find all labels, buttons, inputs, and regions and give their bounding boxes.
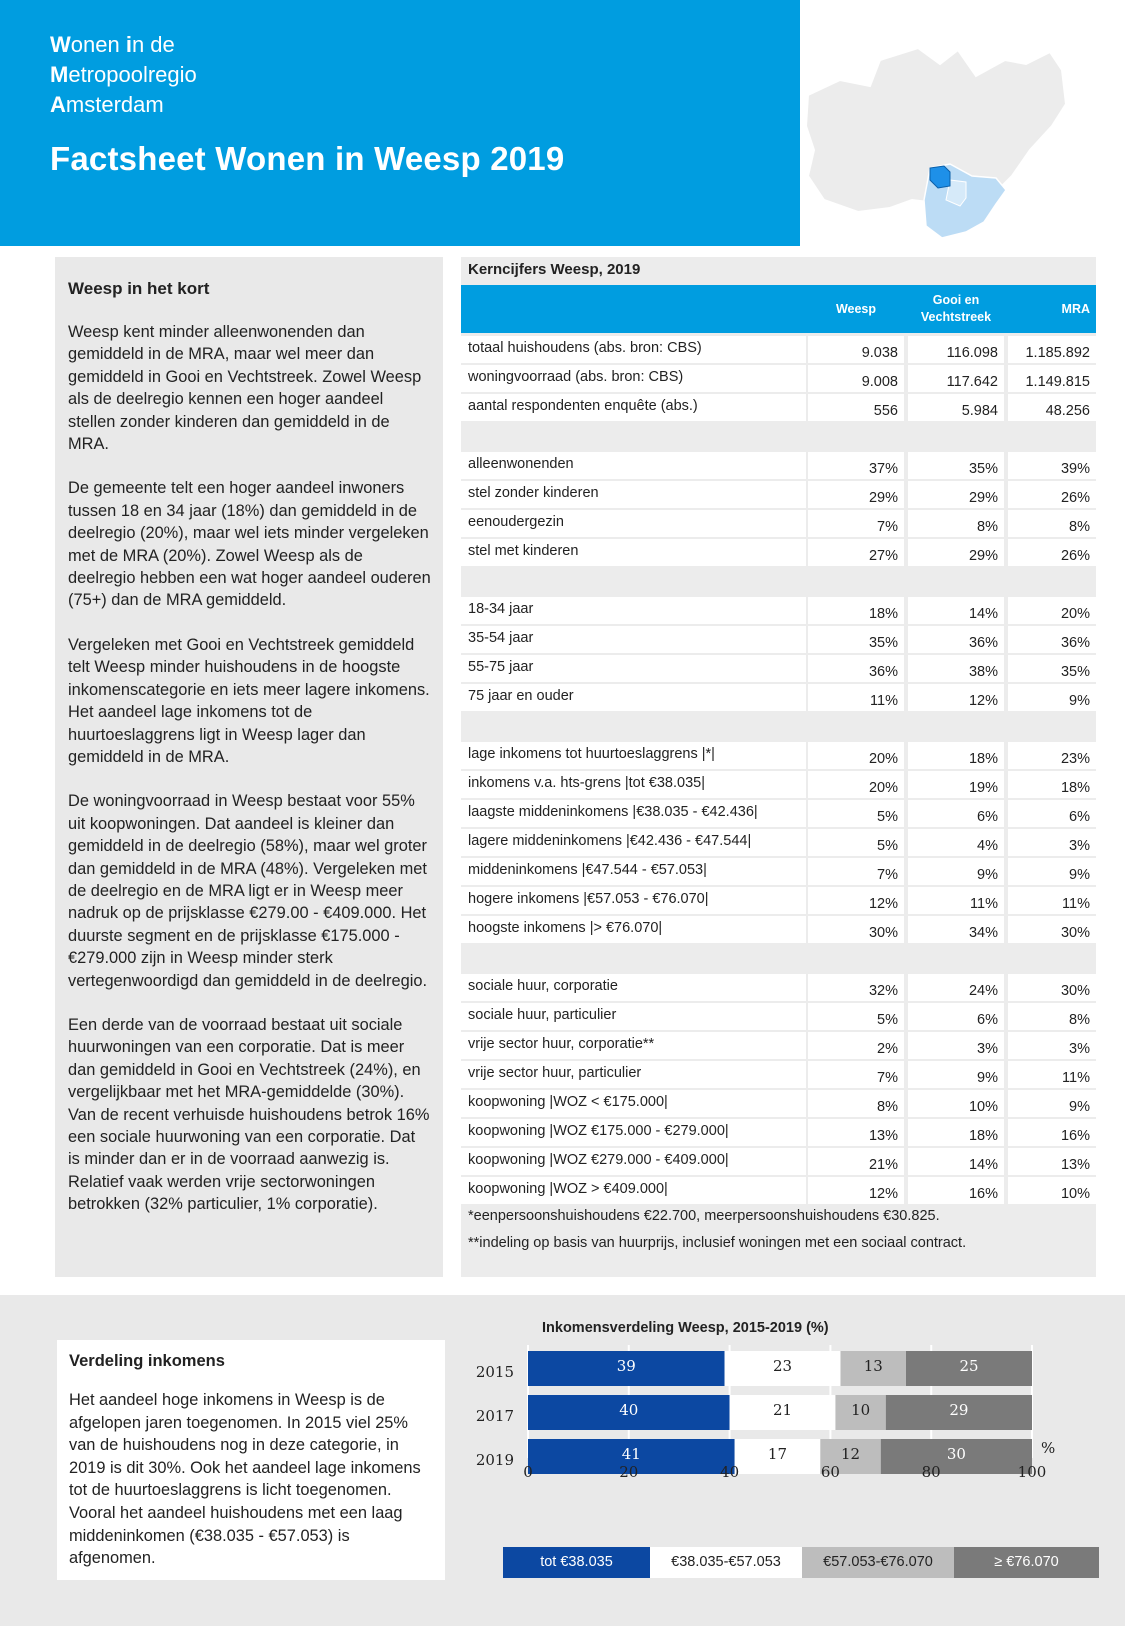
key-figures-title: Kerncijfers Weesp, 2019 bbox=[468, 261, 641, 278]
row-value: 9% bbox=[908, 858, 1004, 885]
row-value: 5% bbox=[808, 829, 904, 856]
row-value: 20% bbox=[1008, 597, 1096, 624]
row-label: middeninkomens |€47.544 - €57.053| bbox=[461, 858, 806, 885]
table-row bbox=[461, 1177, 1096, 1204]
row-value: 116.098 bbox=[908, 336, 1004, 363]
row-value: 18% bbox=[908, 742, 1004, 769]
row-value: 11% bbox=[1008, 887, 1096, 914]
row-value: 26% bbox=[1008, 539, 1096, 566]
row-value: 9% bbox=[908, 1061, 1004, 1088]
brand-line-2: Metropoolregio bbox=[50, 62, 197, 87]
table-row bbox=[461, 365, 1096, 392]
row-value: 27% bbox=[808, 539, 904, 566]
brand-line-1: Wonen in de bbox=[50, 32, 175, 57]
footnote: *eenpersoonshuishoudens €22.700, meerpersoonshuishoudens €30.825. bbox=[468, 1208, 940, 1224]
row-value: 30% bbox=[808, 916, 904, 943]
row-label: alleenwonenden bbox=[461, 452, 806, 479]
header-banner bbox=[0, 0, 800, 246]
row-label: lage inkomens tot huurtoeslaggrens |*| bbox=[461, 742, 806, 769]
row-value: 13% bbox=[808, 1119, 904, 1146]
row-value: 9% bbox=[1008, 858, 1096, 885]
x-tick-label: 20 bbox=[619, 1463, 639, 1481]
row-label: sociale huur, corporatie bbox=[461, 974, 806, 1001]
row-value: 24% bbox=[908, 974, 1004, 1001]
x-unit-label: % bbox=[1041, 1439, 1056, 1457]
row-value: 4% bbox=[908, 829, 1004, 856]
row-value: 11% bbox=[808, 684, 904, 711]
row-value: 39% bbox=[1008, 452, 1096, 479]
row-value: 20% bbox=[808, 771, 904, 798]
data-label: 40 bbox=[619, 1401, 639, 1419]
page-title: Factsheet Wonen in Weesp 2019 bbox=[50, 140, 565, 177]
brand-line-3: Amsterdam bbox=[50, 92, 164, 117]
row-value: 3% bbox=[1008, 1032, 1096, 1059]
intro-paragraph: Vergeleken met Gooi en Vechtstreek gemiddeld telt Weesp minder huishoudens in de hoogste inkomenscategorie en iets meer lagere inkomens. Het aandeel lage inkomens tot de huurtoeslaggrens ligt in Weesp lager dan gemiddeld in de MRA. bbox=[68, 635, 430, 766]
row-value: 14% bbox=[908, 1148, 1004, 1175]
row-value: 13% bbox=[1008, 1148, 1096, 1175]
table-row bbox=[461, 1090, 1096, 1117]
x-tick-label: 100 bbox=[1017, 1463, 1047, 1481]
legend-item: €38.035-€57.053 bbox=[650, 1547, 802, 1578]
row-label: sociale huur, particulier bbox=[461, 1003, 806, 1030]
x-tick-label: 40 bbox=[720, 1463, 740, 1481]
row-value: 32% bbox=[808, 974, 904, 1001]
row-value: 29% bbox=[908, 481, 1004, 508]
row-value: 35% bbox=[808, 626, 904, 653]
income-bar-chart bbox=[475, 1345, 1090, 1555]
table-row bbox=[461, 858, 1096, 885]
x-tick-label: 80 bbox=[921, 1463, 941, 1481]
row-label: aantal respondenten enquête (abs.) bbox=[461, 394, 806, 421]
row-value: 29% bbox=[808, 481, 904, 508]
income-distribution-box bbox=[57, 1340, 445, 1580]
chart-legend bbox=[503, 1547, 1099, 1578]
row-value: 7% bbox=[808, 510, 904, 537]
row-label: lagere middeninkomens |€42.436 - €47.544| bbox=[461, 829, 806, 856]
row-label: koopwoning |WOZ < €175.000| bbox=[461, 1090, 806, 1117]
row-value: 20% bbox=[808, 742, 904, 769]
table-row bbox=[461, 1032, 1096, 1059]
row-value: 26% bbox=[1008, 481, 1096, 508]
footnote: **indeling op basis van huurprijs, inclusief woningen met een sociaal contract. bbox=[468, 1235, 967, 1251]
table-row bbox=[461, 626, 1096, 653]
row-value: 9% bbox=[1008, 684, 1096, 711]
row-value: 9.038 bbox=[808, 336, 904, 363]
region-map-icon bbox=[800, 0, 1125, 246]
row-value: 12% bbox=[808, 887, 904, 914]
legend-item: ≥ €76.070 bbox=[954, 1547, 1099, 1578]
data-label: 12 bbox=[841, 1445, 861, 1463]
row-label: stel zonder kinderen bbox=[461, 481, 806, 508]
row-value: 35% bbox=[1008, 655, 1096, 682]
intro-heading: Weesp in het kort bbox=[68, 279, 210, 298]
row-value: 35% bbox=[908, 452, 1004, 479]
row-value: 38% bbox=[908, 655, 1004, 682]
table-header bbox=[461, 285, 1096, 333]
table-row bbox=[461, 394, 1096, 421]
row-label: 35-54 jaar bbox=[461, 626, 806, 653]
table-row bbox=[461, 336, 1096, 363]
row-label: 75 jaar en ouder bbox=[461, 684, 806, 711]
row-value: 7% bbox=[808, 1061, 904, 1088]
data-label: 21 bbox=[772, 1401, 793, 1419]
row-label: vrije sector huur, corporatie** bbox=[461, 1032, 806, 1059]
table-row bbox=[461, 684, 1096, 711]
row-value: 23% bbox=[1008, 742, 1096, 769]
table-row bbox=[461, 829, 1096, 856]
column-header-weesp: Weesp bbox=[835, 301, 877, 316]
row-label: woningvoorraad (abs. bron: CBS) bbox=[461, 365, 806, 392]
row-value: 6% bbox=[1008, 800, 1096, 827]
row-label: koopwoning |WOZ €175.000 - €279.000| bbox=[461, 1119, 806, 1146]
table-row bbox=[461, 510, 1096, 537]
row-label: laagste middeninkomens |€38.035 - €42.436| bbox=[461, 800, 806, 827]
row-value: 30% bbox=[1008, 916, 1096, 943]
data-label: 23 bbox=[772, 1357, 793, 1375]
row-value: 36% bbox=[908, 626, 1004, 653]
row-value: 37% bbox=[808, 452, 904, 479]
table-row bbox=[461, 481, 1096, 508]
row-value: 7% bbox=[808, 858, 904, 885]
row-value: 34% bbox=[908, 916, 1004, 943]
category-label: 2015 bbox=[475, 1363, 514, 1381]
intro-paragraph: De gemeente telt een hoger aandeel inwoners tussen 18 en 34 jaar (18%) dan gemiddeld in de deelregio (20%), maar wel iets minder vergeleken met de MRA (20%). Zowel Weesp als de deelregio hebben een wat hoger aandeel ouderen (75+) dan de MRA gemiddeld. bbox=[68, 479, 431, 610]
row-value: 18% bbox=[1008, 771, 1096, 798]
table-row bbox=[461, 974, 1096, 1001]
row-value: 16% bbox=[908, 1177, 1004, 1204]
row-value: 8% bbox=[808, 1090, 904, 1117]
table-row bbox=[461, 916, 1096, 943]
row-value: 14% bbox=[908, 597, 1004, 624]
table-row bbox=[461, 452, 1096, 479]
row-value: 36% bbox=[808, 655, 904, 682]
x-tick-label: 0 bbox=[523, 1463, 533, 1481]
intro-paragraph: Weesp kent minder alleenwonenden dan gemiddeld in de MRA, maar wel meer dan gemiddeld in Gooi en Vechtstreek. Zowel Weesp als de deelregio kennen een hoger aandeel stellen zonder kinderen dan gemiddeld in de MRA. bbox=[68, 323, 422, 454]
row-value: 19% bbox=[908, 771, 1004, 798]
intro-paragraph: De woningvoorraad in Weesp bestaat voor 55% uit koopwoningen. Dat aandeel is kleiner dan gemiddeld in de deelregio (58%), maar wel groter dan gemiddeld in de MRA (48%). Vergeleken met de deelregio en de MRA ligt er in Weesp meer nadruk op de prijsklasse €279.00 - €409.000. Het duurste segment en de prijsklasse €175.000 - €279.000 zijn in Weesp minder sterk vertegenwoordigd dan gemiddeld in de deelregio. bbox=[68, 792, 428, 990]
row-value: 9.008 bbox=[808, 365, 904, 392]
row-value: 8% bbox=[1008, 1003, 1096, 1030]
row-value: 8% bbox=[1008, 510, 1096, 537]
row-value: 11% bbox=[1008, 1061, 1096, 1088]
intro-paragraph: Een derde van de voorraad bestaat uit sociale huurwoningen van een corporatie. Dat is meer dan gemiddeld in Gooi en Vechtstreek (24%), en vergelijkbaar met het MRA-gemiddelde (30%). Van de recent verhuisde huishoudens betrok 16% een sociale huurwoning van een corporatie. Dat is minder dan er in de voorraad aanwezig is. Relatief vaak werden vrije sectorwoningen betrokken (32% particulier, 1% corporatie). bbox=[68, 1015, 430, 1214]
brand-logo bbox=[50, 30, 197, 120]
column-header-gooi: Gooi en Vechtstreek bbox=[920, 293, 992, 324]
x-tick-label: 60 bbox=[820, 1463, 840, 1481]
row-label: hoogste inkomens |> €76.070| bbox=[461, 916, 806, 943]
row-value: 30% bbox=[1008, 974, 1096, 1001]
data-label: 39 bbox=[616, 1357, 636, 1375]
row-value: 3% bbox=[908, 1032, 1004, 1059]
row-label: koopwoning |WOZ €279.000 - €409.000| bbox=[461, 1148, 806, 1175]
table-row bbox=[461, 1148, 1096, 1175]
table-row bbox=[461, 771, 1096, 798]
chart-title: Inkomensverdeling Weesp, 2015-2019 (%) bbox=[542, 1320, 829, 1336]
row-value: 5% bbox=[808, 1003, 904, 1030]
row-label: 55-75 jaar bbox=[461, 655, 806, 682]
row-value: 12% bbox=[908, 684, 1004, 711]
table-row bbox=[461, 539, 1096, 566]
table-row bbox=[461, 1119, 1096, 1146]
row-value: 5% bbox=[808, 800, 904, 827]
income-heading: Verdeling inkomens bbox=[69, 1352, 225, 1370]
row-value: 9% bbox=[1008, 1090, 1096, 1117]
row-value: 117.642 bbox=[908, 365, 1004, 392]
row-value: 6% bbox=[908, 800, 1004, 827]
row-value: 10% bbox=[1008, 1177, 1096, 1204]
row-value: 16% bbox=[1008, 1119, 1096, 1146]
table-row bbox=[461, 597, 1096, 624]
row-value: 10% bbox=[908, 1090, 1004, 1117]
table-row bbox=[461, 742, 1096, 769]
legend-item: tot €38.035 bbox=[503, 1547, 650, 1578]
row-value: 48.256 bbox=[1008, 394, 1096, 421]
row-value: 18% bbox=[908, 1119, 1004, 1146]
row-value: 29% bbox=[908, 539, 1004, 566]
key-figures-table bbox=[461, 257, 1096, 1277]
intro-panel bbox=[55, 257, 443, 1277]
data-label: 30 bbox=[946, 1445, 966, 1463]
data-label: 10 bbox=[851, 1401, 871, 1419]
row-value: 5.984 bbox=[908, 394, 1004, 421]
row-label: eenoudergezin bbox=[461, 510, 806, 537]
row-value: 11% bbox=[908, 887, 1004, 914]
table-row bbox=[461, 1061, 1096, 1088]
row-label: stel met kinderen bbox=[461, 539, 806, 566]
data-label: 25 bbox=[959, 1357, 979, 1375]
row-label: koopwoning |WOZ > €409.000| bbox=[461, 1177, 806, 1204]
row-label: vrije sector huur, particulier bbox=[461, 1061, 806, 1088]
row-label: totaal huishoudens (abs. bron: CBS) bbox=[461, 336, 806, 363]
table-row bbox=[461, 1003, 1096, 1030]
row-value: 12% bbox=[808, 1177, 904, 1204]
legend-item: €57.053-€76.070 bbox=[802, 1547, 954, 1578]
row-value: 3% bbox=[1008, 829, 1096, 856]
table-row bbox=[461, 800, 1096, 827]
income-text: Het aandeel hoge inkomens in Weesp is de afgelopen jaren toegenomen. In 2015 viel 25% van de huishoudens nog in deze categorie, in 2019 is dit 30%. Ook het aandeel lage inkomens tot de huurtoeslaggrens is licht toegenomen. Vooral het aandeel huishoudens met een laag middeninkomen (€38.035 - €57.053) is afgenomen. bbox=[69, 1391, 421, 1568]
row-value: 2% bbox=[808, 1032, 904, 1059]
column-header-mra: MRA bbox=[1061, 301, 1090, 316]
data-label: 41 bbox=[621, 1445, 641, 1463]
row-value: 18% bbox=[808, 597, 904, 624]
row-label: inkomens v.a. hts-grens |tot €38.035| bbox=[461, 771, 806, 798]
table-row bbox=[461, 887, 1096, 914]
data-label: 17 bbox=[767, 1445, 788, 1463]
data-label: 29 bbox=[949, 1401, 969, 1419]
row-label: 18-34 jaar bbox=[461, 597, 806, 624]
row-value: 8% bbox=[908, 510, 1004, 537]
row-label: hogere inkomens |€57.053 - €76.070| bbox=[461, 887, 806, 914]
category-label: 2017 bbox=[475, 1407, 514, 1425]
row-value: 6% bbox=[908, 1003, 1004, 1030]
data-label: 13 bbox=[863, 1357, 883, 1375]
category-label: 2019 bbox=[475, 1451, 514, 1469]
row-value: 1.149.815 bbox=[1008, 365, 1096, 392]
table-row bbox=[461, 655, 1096, 682]
row-value: 556 bbox=[808, 394, 904, 421]
row-value: 1.185.892 bbox=[1008, 336, 1096, 363]
row-value: 36% bbox=[1008, 626, 1096, 653]
row-value: 21% bbox=[808, 1148, 904, 1175]
